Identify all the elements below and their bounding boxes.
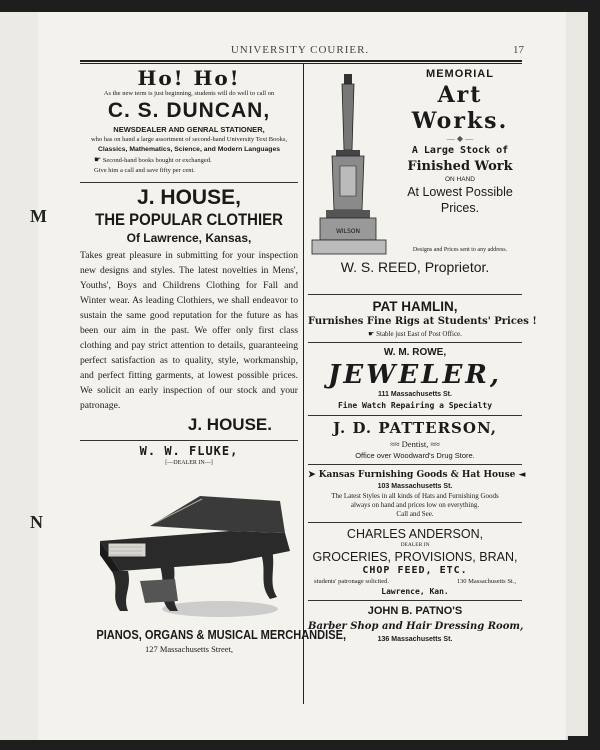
patterson-role: Dentist, (401, 439, 429, 449)
furnishing-line3: Call and See. (396, 510, 434, 518)
monument-illustration (308, 70, 390, 270)
patterson-name: J. D. PATTERSON, (333, 419, 497, 437)
patnos-address: 136 Massachusetts St. (377, 636, 453, 643)
fluke-name: W. W. FLUKE, (139, 444, 239, 458)
rowe-ad (308, 346, 522, 412)
divider (308, 464, 522, 465)
column-divider (303, 64, 304, 704)
running-head: UNIVERSITY COURIER. (230, 44, 370, 56)
patnos-shop: Barber Shop and Hair Dressing Room, (308, 621, 524, 632)
memorial-heading: MEMORIAL (426, 68, 494, 80)
anderson-dealer: DEALER IN (400, 542, 430, 548)
margin-mark: M (30, 206, 47, 226)
grand-piano-illustration (80, 471, 298, 621)
page-stack-edge (566, 12, 588, 736)
memorial-designs: Designs and Prices sent to any address. (412, 247, 508, 253)
duncan-line3: Second-hand books bought or exchanged. (102, 157, 212, 164)
ornament-divider: — ◆ — (446, 134, 474, 143)
page-number: 17 (513, 44, 524, 56)
memorial-lowest: At Lowest Possible (407, 185, 513, 199)
hamlin-stable: Stable just East of Post Office. (376, 330, 462, 338)
memorial-ad (308, 64, 522, 290)
duncan-line1: who has on hand a large assortment of second-hand University Text Books, (90, 136, 288, 143)
margin-mark: N (30, 512, 43, 532)
rowe-specialty: Fine Watch Repairing a Specialty (337, 401, 493, 410)
anderson-patronage: students' patronage solicited. (314, 578, 390, 585)
duncan-exclaim: Ho! Ho! (137, 66, 241, 90)
memorial-text (398, 66, 522, 216)
divider (308, 342, 522, 343)
duncan-line4: Give him a call and save fifty per cent. (94, 167, 195, 174)
duncan-line3-row (80, 155, 298, 166)
furnishing-title-row: ➤ Kansas Furnishing Goods & Hat House ◄ (308, 470, 526, 480)
divider (308, 600, 522, 601)
anderson-city: Lawrence, Kan. (381, 587, 449, 596)
house-place: Of Lawrence, Kansas, (126, 231, 252, 245)
pointing-hand-icon: ☛ (368, 330, 375, 338)
house-signature: J. HOUSE. (187, 415, 272, 434)
memorial-proprietor: W. S. REED, Proprietor. (340, 259, 490, 275)
furnishing-line1: The Latest Styles in all kinds of Hats and Furnishing Goods (331, 492, 499, 500)
anderson-name: CHARLES ANDERSON, (346, 527, 484, 541)
furnishing-address: 103 Massachusetts St. (377, 483, 453, 490)
patterson-role-row: ≈≈ Dentist, ≈≈ (390, 439, 440, 449)
anderson-goods: GROCERIES, PROVISIONS, BRAN, (312, 550, 518, 564)
rowe-name: W. M. ROWE, (383, 347, 447, 358)
furnishing-ad (308, 468, 526, 519)
memorial-stock: A Large Stock of (411, 145, 509, 156)
patterson-office: Office over Woodward's Drug Store. (355, 451, 475, 460)
duncan-intro: As the new term is just beginning, students will do well to call on (103, 90, 275, 97)
previous-page-edge (0, 12, 38, 740)
rowe-trade: JEWELER, (328, 360, 502, 390)
duncan-line2: Classics, Mathematics, Science, and Modern Languages (97, 146, 281, 153)
pointing-hand-icon: ☛ (94, 155, 102, 164)
divider (308, 415, 522, 416)
divider (308, 522, 522, 523)
patnos-name: JOHN B. PATNO'S (367, 605, 463, 617)
duncan-ad (80, 64, 298, 176)
hamlin-ad (308, 298, 537, 339)
divider (80, 182, 298, 183)
header-rule (80, 60, 522, 62)
house-body: Takes great pleasure in submitting for your inspection new designs and styles. The latest novelties in Mens', Youths', Boys and Childrens Clothing for Fall and Winter wear. As leading Clothiers, we shall endeavor to sustain the same good reputation for the future as has been our aim in the past. We offer only first class clothing and pay strict attention to details, guaranteeing perfect satisfaction as to quality, style, workmanship, and perfect fitting garments, at lowest possible prices. We solicit an early inspection of our stock and your patronage. (80, 250, 298, 411)
memorial-prices: Prices. (440, 201, 480, 215)
memorial-works: Works. (411, 108, 509, 134)
fluke-dealer-row: [—DEALER IN—] (165, 460, 213, 466)
duncan-name: C. S. DUNCAN, (107, 99, 271, 122)
house-tagline: THE POPULAR CLOTHIER (95, 210, 283, 229)
memorial-finished: Finished Work (407, 159, 513, 174)
hamlin-stable-row (308, 329, 522, 339)
right-column (308, 64, 537, 645)
furnishing-line2: always on hand and prices low on everything. (350, 501, 480, 509)
anderson-feed: CHOP FEED, ETC. (362, 565, 468, 576)
monument-inscription: WILSON (335, 228, 361, 235)
furnishing-title: Kansas Furnishing Goods & Hat House (318, 470, 516, 480)
patnos-ad (308, 604, 522, 645)
hamlin-tagline: Furnishes Fine Rigs at Students' Prices ! (308, 316, 537, 327)
anderson-ad (308, 526, 522, 597)
anderson-street: 130 Massachusetts St., (456, 578, 516, 585)
hamlin-name: PAT HAMLIN, (372, 299, 458, 314)
duncan-title: NEWSDEALER AND GENRAL STATIONER, (113, 125, 265, 134)
divider (308, 294, 522, 295)
anderson-footer-row (308, 577, 522, 586)
fluke-dealer: DEALER IN (173, 460, 205, 466)
memorial-art: Art (437, 82, 483, 108)
fluke-ad (80, 444, 347, 655)
patterson-ad (308, 419, 522, 461)
fluke-address: 127 Massachusetts Street, (144, 644, 234, 654)
divider (80, 440, 298, 441)
fluke-goods: PIANOS, ORGANS & MUSICAL MERCHANDISE, (96, 627, 347, 642)
house-ad (80, 186, 298, 437)
left-column (80, 64, 347, 655)
house-name: J. HOUSE, (137, 186, 241, 209)
memorial-onhand: ON HAND (445, 176, 475, 183)
rowe-address: 111 Massachusetts St. (378, 391, 452, 398)
